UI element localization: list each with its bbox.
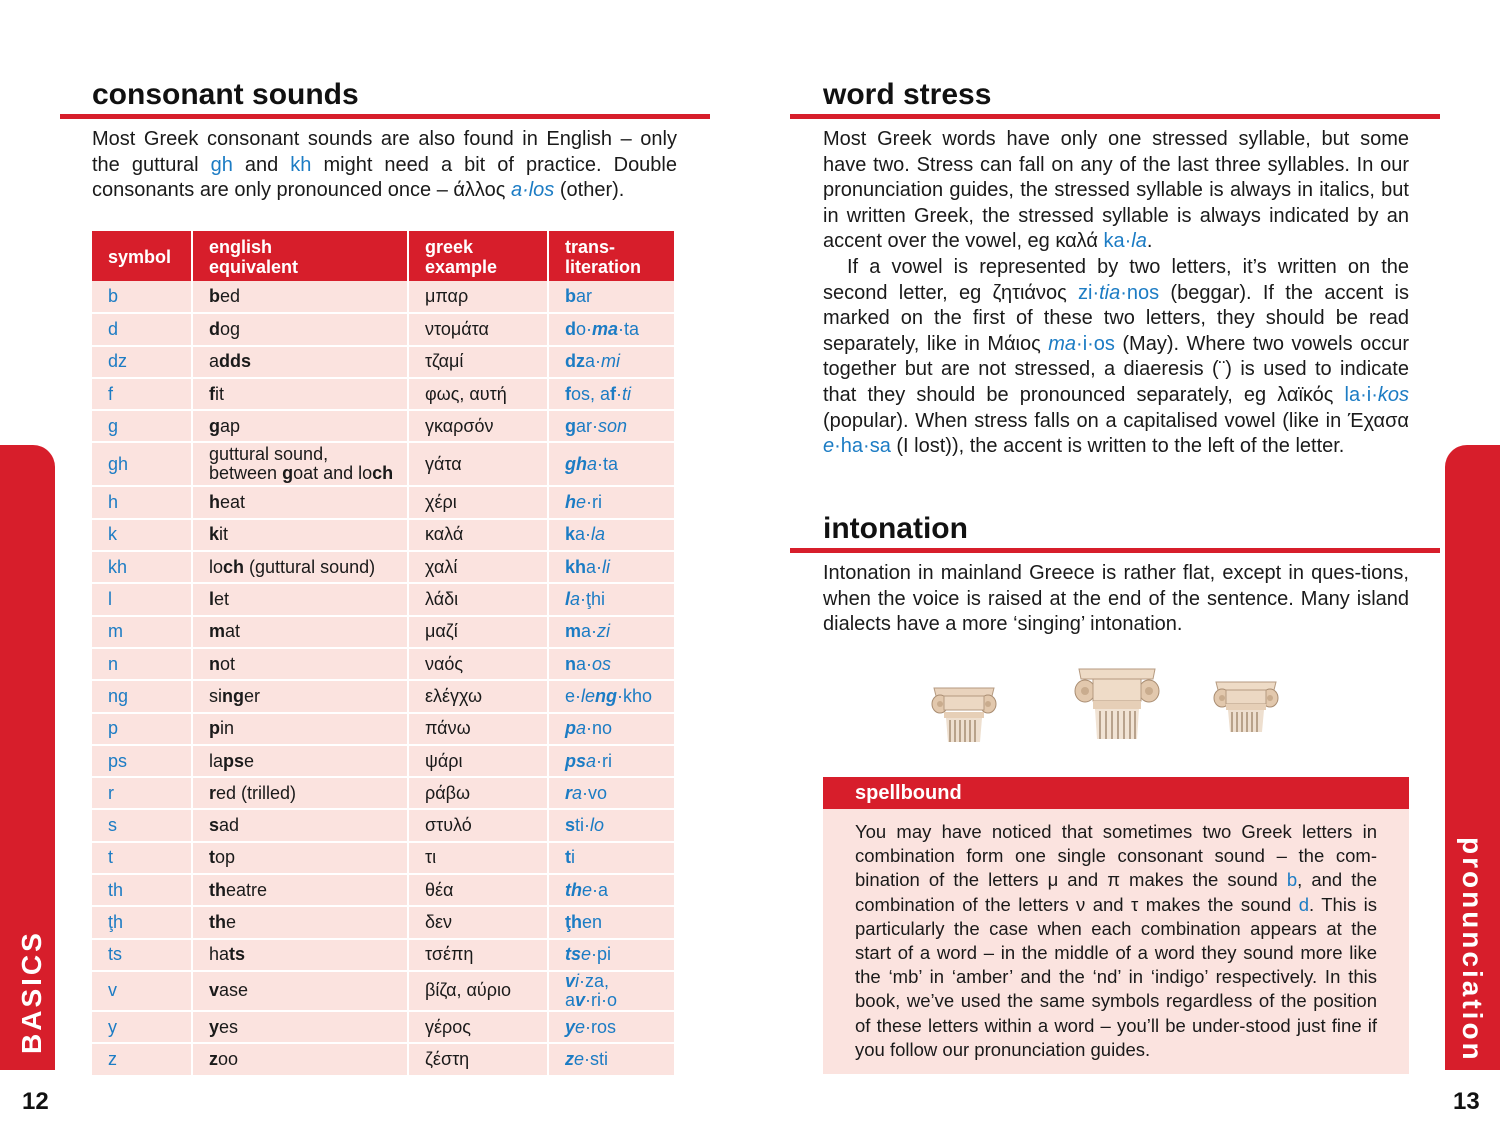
table-row [92,1011,674,1043]
cell-symbol: b [92,281,192,313]
cell-transliteration: tse·pi [548,939,674,971]
table-row [92,410,674,442]
cell-english-equivalent: sad [192,809,408,841]
cell-transliteration: ra·vo [548,777,674,809]
cell-symbol: r [92,777,192,809]
cell-greek-example: γάτα [408,442,548,486]
cell-english-equivalent: theatre [192,874,408,906]
table-row [92,680,674,712]
cell-transliteration: gha·ta [548,442,674,486]
ionic-capital-small-right [1212,678,1280,736]
table-row [92,281,674,313]
cell-english-equivalent: zoo [192,1043,408,1075]
table-row [92,809,674,841]
table-row [92,616,674,648]
cell-transliteration: fos, af·ti [548,378,674,410]
cell-english-equivalent: the [192,906,408,938]
cell-symbol: gh [92,442,192,486]
table-row [92,648,674,680]
cell-symbol: p [92,713,192,745]
cell-greek-example: λάδι [408,583,548,615]
spellbound-box [823,777,1409,1074]
header-english-equivalent: english equivalent [192,231,408,281]
cell-symbol: k [92,519,192,551]
cell-english-equivalent: dog [192,313,408,345]
cell-greek-example: ναός [408,648,548,680]
cell-symbol: v [92,971,192,1011]
cell-english-equivalent: hats [192,939,408,971]
cell-english-equivalent: yes [192,1011,408,1043]
spellbound-text: You may have noticed that sometimes two Greek letters in combination form one single consonant sound – the com-bination of the letters μ and π makes the sound b, and the combination of the letters ν and τ makes the sound d. This is particularly the case when each combination appears at the start of a word – in the middle of a word they sound more like the ‘mb’ in ‘amber’ and the ‘nd’ in ‘indigo’ respectively. In this book, we’ve used the same symbols regardless of the position of these letters within a word – you’ll be under-stood just fine if you follow our pronunciation guides. [855,821,1377,1060]
cell-greek-example: καλά [408,519,548,551]
ionic-capital-large-center [1073,665,1161,743]
page-number-left: 12 [22,1088,49,1115]
heading-rule [60,114,710,119]
cell-english-equivalent: let [192,583,408,615]
cell-greek-example: τζαμί [408,346,548,378]
table-row [92,583,674,615]
cell-transliteration: pa·no [548,713,674,745]
cell-symbol: th [92,874,192,906]
cell-greek-example: στυλό [408,809,548,841]
table-header-row [92,231,674,281]
intonation-paragraph: Intonation in mainland Greece is rather flat, except in ques-tions, when the voice is raised at the end of the sentence. Many island dialects have a more ‘singing’ intonation. [823,562,1409,636]
word-stress-paragraph: Most Greek words have only one stressed syllable, but some have two. Stress can fall on any of the last three syllables. In our pronunciation guides, the stressed syllable is always in italics, but in written Greek, the stressed syllable is always indicated by an accent over the vowel, eg καλά ka·la. If a vowel is represented by two letters, it’s written on the second letter, eg ζητιάνος zi·tia·nos (beggar). If the accent is marked on the first of these two letters, they should be read separately, like in Μάιος ma·i·os (May). Where two vowels occur together but are not stressed, a diaeresis (¨) is used to indicate that they should be pronounced separately, eg λαϊκός la·i·kos (popular). When stress falls on a capitalised vowel (like in Έχασα e·ha·sa (I lost)), the accent is written to the left of the letter. [823,128,1409,458]
table-row [92,313,674,345]
cell-greek-example: βίζα, αύριο [408,971,548,1011]
table-row [92,442,674,486]
cell-greek-example: ράβω [408,777,548,809]
cell-greek-example: θέα [408,874,548,906]
table-row [92,842,674,874]
consonant-intro-paragraph: Most Greek consonant sounds are also found in English – only the guttural gh and kh might need a bit of practice. Double consonants are only pronounced once – άλλος a·los (other). [92,128,677,202]
cell-english-equivalent: kit [192,519,408,551]
header-transliteration: trans- literation [548,231,674,281]
cell-greek-example: χαλί [408,551,548,583]
table-row [92,519,674,551]
cell-english-equivalent: guttural sound, between goat and loch [192,442,408,486]
cell-transliteration: ye·ros [548,1011,674,1043]
cell-symbol: g [92,410,192,442]
side-tab-basics-label: BASICS [16,930,47,1054]
cell-greek-example: μπαρ [408,281,548,313]
cell-symbol: h [92,486,192,518]
heading-rule [790,548,1440,553]
cell-transliteration: dza·mi [548,346,674,378]
table-row [92,378,674,410]
spellbound-title: spellbound [823,777,1409,809]
cell-transliteration: bar [548,281,674,313]
table-row [92,906,674,938]
table-row [92,971,674,1011]
table-row [92,713,674,745]
ionic-capital-small-left [930,684,998,746]
cell-symbol: m [92,616,192,648]
cell-symbol: d [92,313,192,345]
cell-english-equivalent: adds [192,346,408,378]
cell-english-equivalent: singer [192,680,408,712]
cell-english-equivalent: loch (guttural sound) [192,551,408,583]
cell-symbol: y [92,1011,192,1043]
cell-transliteration: the·a [548,874,674,906]
cell-greek-example: φως, αυτή [408,378,548,410]
cell-symbol: f [92,378,192,410]
cell-english-equivalent: not [192,648,408,680]
cell-symbol: kh [92,551,192,583]
table-row [92,874,674,906]
cell-transliteration: ka·la [548,519,674,551]
cell-greek-example: ψάρι [408,745,548,777]
header-symbol: symbol [92,231,192,281]
cell-english-equivalent: pin [192,713,408,745]
table-row [92,777,674,809]
heading-rule [790,114,1440,119]
cell-english-equivalent: vase [192,971,408,1011]
cell-greek-example: γκαρσόν [408,410,548,442]
cell-english-equivalent: gap [192,410,408,442]
cell-symbol: l [92,583,192,615]
cell-transliteration: psa·ri [548,745,674,777]
cell-transliteration: na·os [548,648,674,680]
cell-transliteration: ze·sti [548,1043,674,1075]
header-greek-example: greek example [408,231,548,281]
cell-english-equivalent: red (trilled) [192,777,408,809]
cell-greek-example: πάνω [408,713,548,745]
table-row [92,745,674,777]
cell-symbol: ţh [92,906,192,938]
cell-transliteration: ti [548,842,674,874]
cell-greek-example: ζέστη [408,1043,548,1075]
cell-greek-example: γέρος [408,1011,548,1043]
page-heading-consonant-sounds: consonant sounds [92,78,359,111]
cell-greek-example: τσέπη [408,939,548,971]
cell-greek-example: ντομάτα [408,313,548,345]
cell-transliteration: e·leng·kho [548,680,674,712]
cell-transliteration: kha·li [548,551,674,583]
cell-transliteration: ma·zi [548,616,674,648]
page-heading-word-stress: word stress [823,78,992,111]
cell-transliteration: he·ri [548,486,674,518]
page-number-right: 13 [1453,1088,1480,1115]
cell-symbol: n [92,648,192,680]
cell-greek-example: δεν [408,906,548,938]
cell-english-equivalent: mat [192,616,408,648]
cell-symbol: ts [92,939,192,971]
side-tab-pronunciation-label: pronunciation [1457,837,1488,1063]
cell-english-equivalent: top [192,842,408,874]
table-row [92,551,674,583]
cell-greek-example: χέρι [408,486,548,518]
cell-english-equivalent: lapse [192,745,408,777]
cell-symbol: t [92,842,192,874]
cell-english-equivalent: bed [192,281,408,313]
cell-transliteration: la·ţhi [548,583,674,615]
cell-transliteration: vi·za, av·ri·o [548,971,674,1011]
cell-english-equivalent: heat [192,486,408,518]
table-row [92,1043,674,1075]
cell-symbol: z [92,1043,192,1075]
cell-greek-example: μαζί [408,616,548,648]
cell-transliteration: sti·lo [548,809,674,841]
table-row [92,486,674,518]
cell-symbol: dz [92,346,192,378]
cell-transliteration: ţhen [548,906,674,938]
cell-symbol: s [92,809,192,841]
cell-symbol: ps [92,745,192,777]
table-row [92,939,674,971]
cell-symbol: ng [92,680,192,712]
cell-greek-example: ελέγχω [408,680,548,712]
consonant-table [92,231,674,1077]
table-row [92,346,674,378]
page-heading-intonation: intonation [823,512,968,545]
cell-transliteration: gar·son [548,410,674,442]
cell-transliteration: do·ma·ta [548,313,674,345]
cell-english-equivalent: fit [192,378,408,410]
cell-greek-example: τι [408,842,548,874]
